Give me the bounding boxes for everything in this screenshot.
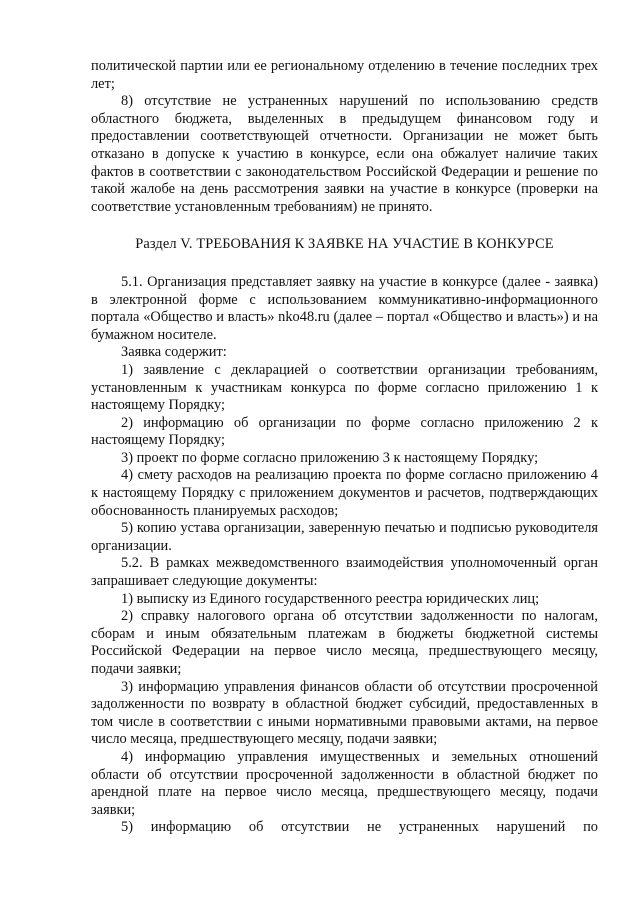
paragraph-5-2: 5.2. В рамках межведомственного взаимодействия уполномоченный орган запрашивает следующие документы: [91,555,598,590]
section-heading: Раздел V. ТРЕБОВАНИЯ К ЗАЯВКЕ НА УЧАСТИЕ В КОНКУРСЕ [135,236,554,253]
paragraph-list-item: 4) информацию управления имущественных и земельных отношений области об отсутствии просроченной задолженности в областной бюджет по арендной плате на первое число месяца, предшествующего месяцу, подачи заявки; [91,748,598,818]
paragraph-list-item: 4) смету расходов на реализацию проекта по форме согласно приложению 4 к настоящему Порядку с приложением документов и расчетов, подтверждающих обоснованность планируемых расходов; [91,467,598,519]
paragraph-list-item: 3) информацию управления финансов области об отсутствии просроченной задолженности по возврату в областной бюджет субсидий, предоставленных в том числе в соответствии с иными нормативными правовыми актами, на первое число месяца, предшествующего месяцу, подачи заявки; [91,678,598,748]
paragraph-list-item: 1) выписку из Единого государственного реестра юридических лиц; [121,590,540,607]
paragraph-continuation: политической партии или ее региональному отделению в течение последних трех лет; [91,58,598,92]
paragraph-list-item: 2) информацию об организации по форме согласно приложению 2 к настоящему Порядку; [91,414,598,449]
paragraph-list-item: 5) копию устава организации, заверенную печатью и подписью руководителя организации. [91,520,598,554]
paragraph-item-8: 8) отсутствие не устраненных нарушений по использованию средств областного бюджета, выделенных в предыдущем финансовом году и предоставлении соответствующей отчетности. Организации не может быть отказано в допуске к участию в конкурсе, если она обжалует наличие таких фактов в соответствии с законодательством Российской Федерации и решение по такой жалобе на день рассмотрения заявки на участие в конкурсе (проверки на соответствие установленным требованиям) не принято. [91,93,598,215]
paragraph-list-item-truncated: 5) информацию об отсутствии не устраненных нарушений по [121,819,598,836]
paragraph-list-item: 2) справку налогового органа об отсутствии задолженности по налогам, сборам и иным обязательным платежам в бюджеты бюджетной системы Российской Федерации на первое число месяца, предшествующего месяцу, подачи заявки; [91,608,598,677]
paragraph-application-contents: Заявка содержит: [121,344,227,361]
paragraph-5-1: 5.1. Организация представляет заявку на участие в конкурсе (далее - заявка) в электронной форме с использованием коммуникативно-информационного портала «Общество и власть» nko48.ru (далее – портал «Общество и власть») и на бумажном носителе. [91,273,598,343]
paragraph-list-item: 3) проект по форме согласно приложению 3 к настоящему Порядку; [121,449,539,466]
paragraph-list-item: 1) заявление с декларацией о соответствии организации требованиям, установленным к участникам конкурса по форме согласно приложению 1 к настоящему Порядку; [91,361,598,414]
